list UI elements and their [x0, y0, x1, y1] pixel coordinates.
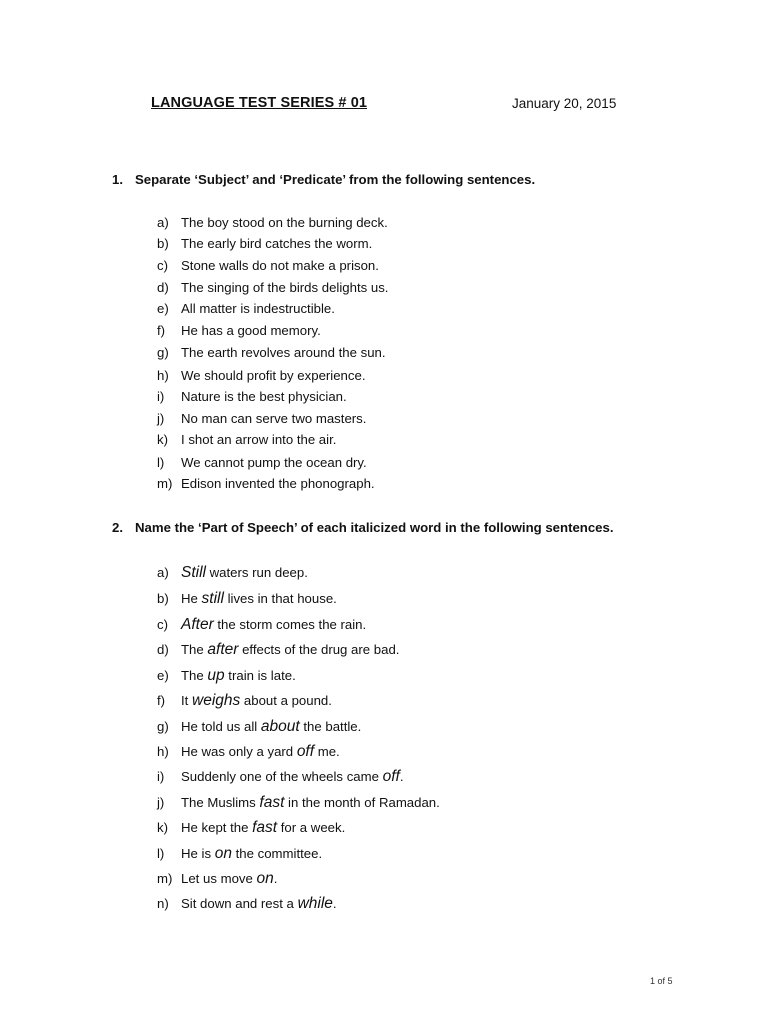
item-marker: l) [157, 846, 165, 861]
italic-word: while [297, 895, 333, 912]
list-item [157, 475, 375, 493]
item-marker: j) [157, 411, 165, 426]
italic-word: still [201, 590, 224, 607]
item-marker: e) [157, 301, 169, 316]
item-marker: j) [157, 795, 165, 810]
italic-word: fast [252, 819, 278, 836]
list-item [157, 564, 308, 582]
item-text-after: waters run deep. [205, 565, 308, 580]
list-item [157, 344, 386, 362]
item-text: We cannot pump the ocean dry. [181, 455, 367, 470]
list-item [157, 367, 365, 385]
item-text-before: He is [181, 846, 215, 861]
list-item [157, 279, 388, 297]
item-text-before: The [181, 668, 208, 683]
list-item [157, 616, 366, 634]
list-item [157, 322, 321, 340]
list-item [157, 641, 399, 659]
list-item [157, 388, 347, 406]
list-item [157, 692, 332, 710]
item-text-before: The Muslims [181, 795, 260, 810]
item-text-before: The [181, 642, 208, 657]
item-marker: g) [157, 719, 169, 734]
list-item [157, 667, 296, 685]
item-text-after: effects of the drug are bad. [238, 642, 400, 657]
item-text-after: the committee. [231, 846, 323, 861]
item-text-after: for a week. [277, 820, 346, 835]
item-marker: b) [157, 236, 169, 251]
item-text-after: in the month of Ramadan. [284, 795, 440, 810]
item-marker: m) [157, 871, 173, 886]
item-marker: i) [157, 769, 165, 784]
item-text: No man can serve two masters. [181, 411, 367, 426]
list-item [157, 214, 388, 232]
question-text: Name the ‘Part of Speech’ of each italicized word in the following sentences. [135, 520, 614, 535]
item-marker: c) [157, 617, 168, 632]
item-marker: a) [157, 215, 169, 230]
item-text-after: about a pound. [240, 693, 332, 708]
italic-word: on [256, 870, 274, 887]
item-text: I shot an arrow into the air. [181, 432, 337, 447]
italic-word: off [382, 768, 400, 785]
item-marker: b) [157, 591, 169, 606]
list-item [157, 794, 440, 812]
item-marker: f) [157, 693, 166, 708]
item-text: Edison invented the phonograph. [181, 476, 375, 491]
item-text-after: . [273, 871, 278, 886]
list-item [157, 257, 379, 275]
item-marker: l) [157, 455, 165, 470]
list-item [157, 410, 366, 428]
list-item [157, 845, 322, 863]
item-text-after: me. [314, 744, 340, 759]
item-marker: h) [157, 744, 169, 759]
item-marker: f) [157, 323, 166, 338]
item-text-after: . [399, 769, 404, 784]
italic-word: weighs [192, 692, 241, 709]
item-text: The early bird catches the worm. [181, 236, 373, 251]
item-text-before: Sit down and rest a [181, 896, 298, 911]
item-marker: h) [157, 368, 169, 383]
item-text-after: the battle. [299, 719, 362, 734]
item-text-before: He told us all [181, 719, 261, 734]
item-text: Nature is the best physician. [181, 389, 347, 404]
item-marker: d) [157, 642, 169, 657]
item-marker: a) [157, 565, 169, 580]
question-number: 1. [112, 172, 123, 187]
item-text-after: the storm comes the rain. [213, 617, 367, 632]
list-item [157, 590, 337, 608]
item-marker: n) [157, 896, 169, 911]
item-marker: g) [157, 345, 169, 360]
item-text-after: train is late. [224, 668, 296, 683]
question-number: 2. [112, 520, 123, 535]
italic-word: after [207, 641, 239, 658]
list-item [157, 235, 372, 253]
item-marker: c) [157, 258, 168, 273]
italic-word: fast [259, 794, 285, 811]
list-item [157, 743, 340, 761]
list-item [157, 768, 404, 786]
italic-word: up [207, 667, 225, 684]
list-item [157, 895, 337, 913]
italic-word: off [296, 743, 315, 760]
item-marker: k) [157, 432, 168, 447]
item-text-after: lives in that house. [223, 591, 337, 606]
item-text: We should profit by experience. [181, 368, 366, 383]
item-text: He has a good memory. [181, 323, 321, 338]
italic-word: After [181, 616, 214, 633]
list-item [157, 431, 336, 449]
item-marker: e) [157, 668, 169, 683]
item-text-before: Suddenly one of the wheels came [181, 769, 383, 784]
item-text-before: Let us move [181, 871, 257, 886]
item-text-before: He kept the [181, 820, 253, 835]
item-text: Stone walls do not make a prison. [181, 258, 379, 273]
question-1-heading [112, 172, 535, 187]
list-item [157, 819, 345, 837]
list-item [157, 300, 335, 318]
item-text: The singing of the birds delights us. [181, 280, 389, 295]
item-marker: k) [157, 820, 168, 835]
italic-word: Still [181, 564, 206, 581]
italic-word: about [260, 718, 300, 735]
item-text: All matter is indestructible. [181, 301, 335, 316]
item-text-before: He [181, 591, 202, 606]
list-item [157, 718, 361, 736]
item-marker: d) [157, 280, 169, 295]
item-marker: m) [157, 476, 173, 491]
question-text: Separate ‘Subject’ and ‘Predicate’ from the following sentences. [135, 172, 536, 187]
italic-word: on [214, 845, 232, 862]
question-2-heading [112, 520, 614, 535]
list-item [157, 870, 277, 888]
page-number: 1 of 5 [650, 976, 673, 986]
item-text: The earth revolves around the sun. [181, 345, 386, 360]
item-text-before: It [181, 693, 192, 708]
item-text-after: . [332, 896, 337, 911]
document-date: January 20, 2015 [512, 96, 617, 111]
item-text-before: He was only a yard [181, 744, 297, 759]
item-text: The boy stood on the burning deck. [181, 215, 388, 230]
list-item [157, 454, 367, 472]
document-title: LANGUAGE TEST SERIES # 01 [151, 95, 368, 111]
item-marker: i) [157, 389, 165, 404]
